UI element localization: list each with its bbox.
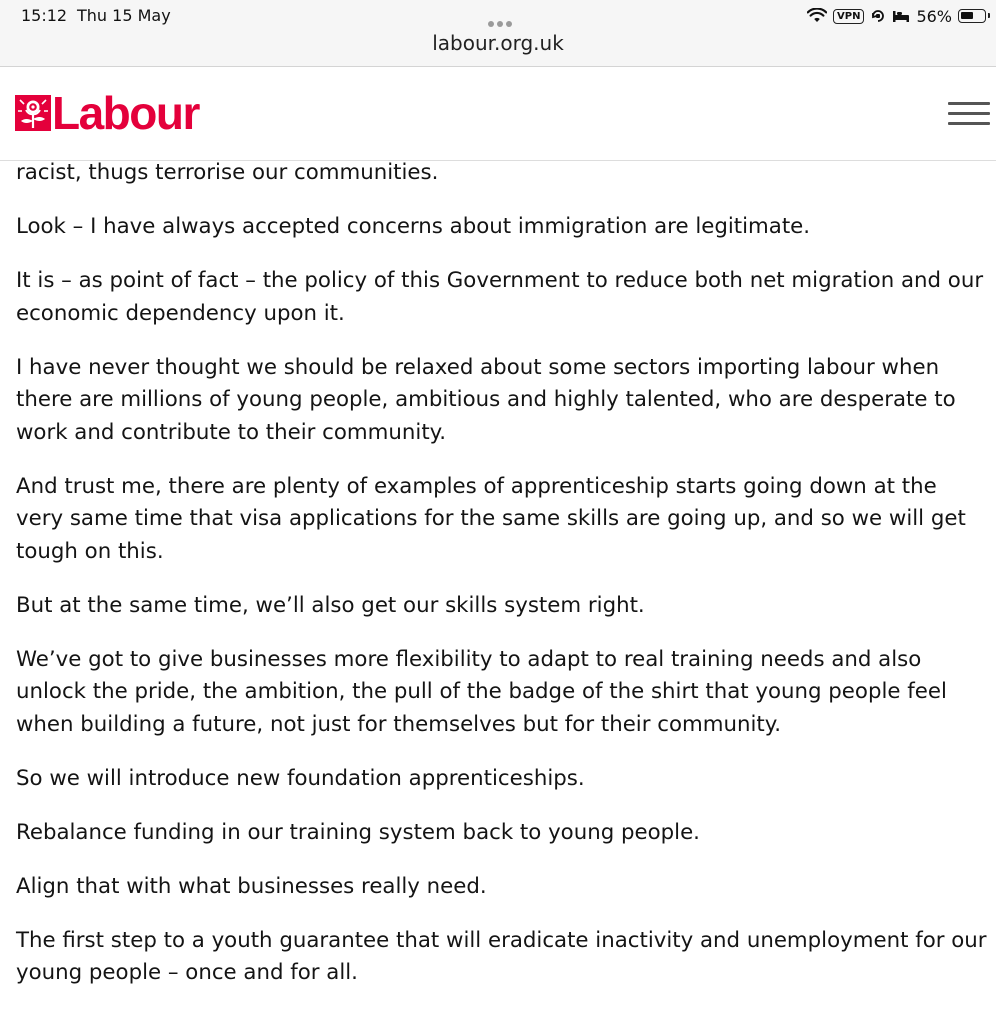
article-paragraph: So we will introduce new foundation apprenticeships. <box>16 765 585 791</box>
orientation-lock-icon <box>870 8 886 24</box>
battery-icon <box>958 9 986 23</box>
browser-chrome <box>0 0 996 67</box>
logo-wordmark: Labour <box>52 87 199 139</box>
address-bar[interactable]: labour.org.uk <box>432 31 564 55</box>
status-time: 15:12 <box>21 6 68 25</box>
article-paragraph: It is – as point of fact – the policy of this Government to reduce both net migration and our economic dependency upon it. <box>16 268 984 326</box>
rose-icon <box>15 95 51 131</box>
article-paragraph: We’ve got to give businesses more flexibility to adapt to real training needs and also unlock the pride, the ambition, the pull of the badge of the shirt that young people feel when building a future, not just for themselves but for their community. <box>16 646 947 737</box>
article-paragraph: Align that with what businesses really need. <box>16 873 487 899</box>
multitasking-dots-icon[interactable] <box>488 12 520 20</box>
battery-percent: 56% <box>916 6 952 26</box>
battery-level <box>961 12 973 19</box>
article-paragraph: And trust me, there are plenty of examples of apprenticeship starts going down at the very same time that visa applications for the same skills are going up, and so we will get tough on this. <box>16 473 966 564</box>
article-paragraph: But at the same time, we’ll also get our skills system right. <box>16 592 645 618</box>
article-body <box>16 157 988 1011</box>
article-paragraph: I have never thought we should be relaxed about some sectors importing labour when there are millions of young people, ambitious and highly talented, who are desperate to work and contribute to their community. <box>16 354 956 445</box>
article-paragraph: The first step to a youth guarantee that will eradicate inactivity and unemployment for our young people – once and for all. <box>16 927 987 985</box>
hamburger-menu-icon[interactable] <box>948 102 990 128</box>
vpn-icon: VPN <box>833 9 864 24</box>
sleep-focus-icon <box>892 9 910 23</box>
article-paragraph: racist, thugs terrorise our communities. <box>16 160 439 185</box>
labour-logo[interactable] <box>15 87 199 139</box>
article-paragraph: Look – I have always accepted concerns about immigration are legitimate. <box>16 214 811 239</box>
article-paragraph: Rebalance funding in our training system back to young people. <box>16 819 700 845</box>
site-header <box>0 67 996 161</box>
status-indicators <box>807 5 986 27</box>
wifi-icon <box>807 8 827 24</box>
status-date: Thu 15 May <box>77 6 171 25</box>
